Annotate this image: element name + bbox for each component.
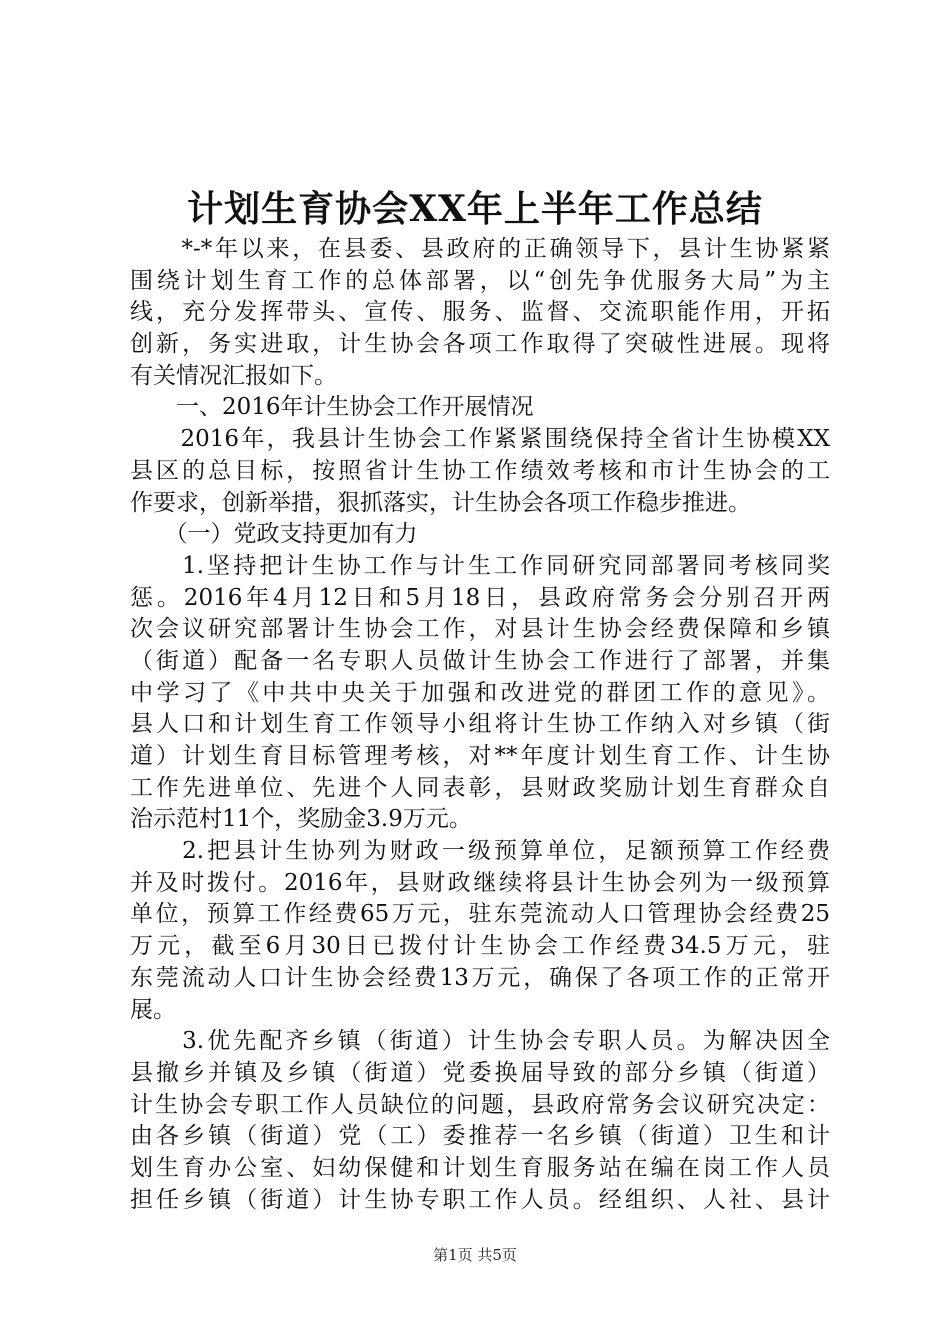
text-line: 县人口和计划生育工作领导小组将计生协工作纳入对乡镇（街 [130, 711, 830, 738]
text-line: 由各乡镇（街道）党（工）委推荐一名乡镇（街道）卫生和计 [130, 1123, 830, 1150]
text-line: 治示范村11个，奖励金3.9万元。 [130, 806, 472, 833]
text-line: 县区的总目标，按照省计生协工作绩效考核和市计生协会的工 [130, 457, 830, 484]
text-line: 围绕计划生育工作的总体部署，以“创先争优服务大局”为主 [130, 267, 830, 294]
text-line: 万元，截至6月30日已拨付计生协会工作经费34.5万元，驻 [130, 933, 830, 960]
text-line: 线，充分发挥带头、宣传、服务、监督、交流职能作用，开拓 [130, 299, 830, 326]
text-line: 有关情况汇报如下。 [130, 362, 337, 389]
text-line: 单位，预算工作经费65万元，驻东莞流动人口管理协会经费25 [130, 901, 830, 928]
text-line: 2016年，我县计生协会工作紧紧围绕保持全省计生协模XX [130, 426, 830, 453]
text-line: 东莞流动人口计生协会经费13万元，确保了各项工作的正常开 [130, 964, 830, 991]
text-line: （街道）配备一名专职人员做计生协会工作进行了部署，并集 [130, 647, 830, 674]
text-line: 3.优先配齐乡镇（街道）计生协会专职人员。为解决因全 [130, 1028, 830, 1055]
text-line: 并及时拨付。2016年，县财政继续将县计生协会列为一级预算 [130, 869, 830, 896]
text-line: 2.把县计生协列为财政一级预算单位，足额预算工作经费 [130, 838, 830, 865]
text-line: 一、2016年计生协会工作开展情况 [130, 394, 534, 421]
text-line: 工作先进单位、先进个人同表彰，县财政奖励计划生育群众自 [130, 774, 830, 801]
text-line: 担任乡镇（街道）计生协专职工作人员。经组织、人社、县计 [130, 1186, 830, 1213]
text-line: 计生协会专职工作人员缺位的问题，县政府常务会议研究决定： [130, 1091, 830, 1118]
text-line: 划生育办公室、妇幼保健和计划生育服务站在编在岗工作人员 [130, 1154, 830, 1181]
text-line: 1.坚持把计生协工作与计生工作同研究同部署同考核同奖 [130, 552, 830, 579]
text-line: 创新，务实进取，计生协会各项工作取得了突破性进展。现将 [130, 331, 830, 358]
text-line: 展。 [130, 996, 176, 1023]
text-line: 惩。2016年4月12日和5月18日，县政府常务会分别召开两 [130, 584, 830, 611]
document-body [130, 234, 830, 1216]
text-line: 次会议研究部署计生协会工作，对县计生协会经费保障和乡镇 [130, 616, 830, 643]
text-line: 作要求，创新举措，狠抓落实，计生协会各项工作稳步推进。 [130, 489, 751, 516]
text-line: 县撤乡并镇及乡镇（街道）党委换届导致的部分乡镇（街道） [130, 1059, 830, 1086]
text-line: 道）计划生育目标管理考核，对**年度计划生育工作、计生协 [130, 743, 830, 769]
text-line: 中学习了《中共中央关于加强和改进党的群团工作的意见》。 [130, 679, 830, 706]
document-title: 计划生育协会XX年上半年工作总结 [187, 188, 763, 230]
text-line: *-*年以来，在县委、县政府的正确领导下，县计生协紧紧 [130, 236, 830, 262]
text-line: （一）党政支持更加有力 [130, 521, 418, 548]
page-footer: 第1页 共5页 [433, 1246, 517, 1264]
